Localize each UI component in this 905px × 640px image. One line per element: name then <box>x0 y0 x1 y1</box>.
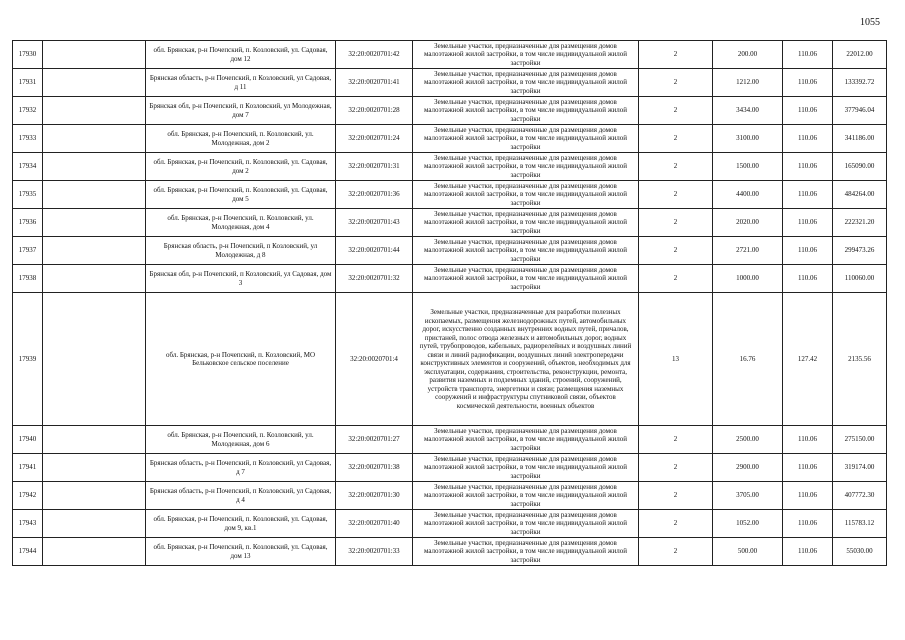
land-use-cell: Земельные участки, предназначенные для разработки полезных ископаемых, размещения железнодорожных путей, автомобильных дорог, искусственно созданных внутренних водных путей, причалов, пристаней, полос отвода железных и автомобильных дорог, водных путей, трубопроводов, кабельных, радиорелейных и воздушных линий связи и линий радиофикации, воздушных линий электропередачи конструктивных элементов и сооружений, объектов, необходимых для эксплуатации, содержания, строительства, реконструкции, ремонта, развития наземных и подземных зданий, строений, сооружений, устройств транспорта, энергетики и связи; размещения наземных сооружений и инфраструктуры спутниковой связи, объектов космической деятельности, военных объектов <box>413 293 639 426</box>
cadastral-value-cell: 165090.00 <box>833 153 887 181</box>
row-number: 17940 <box>13 426 43 454</box>
land-use-cell: Земельные участки, предназначенные для размещения домов малоэтажной жилой застройки, в том числе индивидуальной жилой застройки <box>413 153 639 181</box>
cadastral-value-cell: 341186.00 <box>833 125 887 153</box>
blank-cell <box>43 153 146 181</box>
cadastral-value-cell: 55030.00 <box>833 538 887 566</box>
category-cell: 2 <box>639 482 713 510</box>
rate-cell: 110.06 <box>783 538 833 566</box>
page-number: 1055 <box>860 17 880 28</box>
row-number: 17930 <box>13 41 43 69</box>
cadastral-value-cell: 115783.12 <box>833 510 887 538</box>
area-cell: 500.00 <box>713 538 783 566</box>
category-cell: 2 <box>639 265 713 293</box>
cadastral-value-cell: 222321.20 <box>833 209 887 237</box>
cadastral-value-cell: 484264.00 <box>833 181 887 209</box>
cadastral-number-cell: 32:20:0020701:30 <box>336 482 413 510</box>
rate-cell: 110.06 <box>783 153 833 181</box>
cadastral-number-cell: 32:20:0020701:43 <box>336 209 413 237</box>
cadastral-number-cell: 32:20:0020701:31 <box>336 153 413 181</box>
address-cell: обл. Брянская, р-н Почепский, п. Козловский, ул. Молодежная, дом 2 <box>146 125 336 153</box>
area-cell: 1500.00 <box>713 153 783 181</box>
blank-cell <box>43 125 146 153</box>
area-cell: 1212.00 <box>713 69 783 97</box>
row-number: 17941 <box>13 454 43 482</box>
cadastral-number-cell: 32:20:0020701:28 <box>336 97 413 125</box>
table-row <box>13 510 887 538</box>
address-cell: Брянская область, р-н Почепский, п Козловский, ул Садовая, д 4 <box>146 482 336 510</box>
cadastral-value-cell: 275150.00 <box>833 426 887 454</box>
cadastral-number-cell: 32:20:0020701:40 <box>336 510 413 538</box>
address-cell: обл. Брянская, р-н Почепский, п. Козловский, ул. Садовая, дом 2 <box>146 153 336 181</box>
category-cell: 13 <box>639 293 713 426</box>
address-cell: Брянская область, р-н Почепский, п Козловский, ул Молодежная, д 8 <box>146 237 336 265</box>
land-use-cell: Земельные участки, предназначенные для размещения домов малоэтажной жилой застройки, в том числе индивидуальной жилой застройки <box>413 125 639 153</box>
table-row <box>13 97 887 125</box>
row-number: 17944 <box>13 538 43 566</box>
table-row <box>13 538 887 566</box>
row-number: 17938 <box>13 265 43 293</box>
row-number: 17933 <box>13 125 43 153</box>
blank-cell <box>43 265 146 293</box>
area-cell: 3434.00 <box>713 97 783 125</box>
category-cell: 2 <box>639 41 713 69</box>
address-cell: обл. Брянская, р-н Почепский, п. Козловский, ул. Садовая, дом 12 <box>146 41 336 69</box>
row-number: 17942 <box>13 482 43 510</box>
blank-cell <box>43 181 146 209</box>
cadastral-number-cell: 32:20:0020701:33 <box>336 538 413 566</box>
cadastral-value-cell: 377946.04 <box>833 97 887 125</box>
address-cell: обл. Брянская, р-н Почепский, п. Козловский, ул. Садовая, дом 13 <box>146 538 336 566</box>
rate-cell: 110.06 <box>783 209 833 237</box>
address-cell: Брянская область, р-н Почепский, п Козловский, ул Садовая, д 11 <box>146 69 336 97</box>
blank-cell <box>43 41 146 69</box>
blank-cell <box>43 426 146 454</box>
area-cell: 2900.00 <box>713 454 783 482</box>
table-row <box>13 181 887 209</box>
land-use-cell: Земельные участки, предназначенные для размещения домов малоэтажной жилой застройки, в том числе индивидуальной жилой застройки <box>413 538 639 566</box>
rate-cell: 110.06 <box>783 426 833 454</box>
area-cell: 1000.00 <box>713 265 783 293</box>
address-cell: обл. Брянская, р-н Почепский, п. Козловский, ул. Садовая, дом 5 <box>146 181 336 209</box>
land-use-cell: Земельные участки, предназначенные для размещения домов малоэтажной жилой застройки, в том числе индивидуальной жилой застройки <box>413 237 639 265</box>
cadastral-number-cell: 32:20:0020701:24 <box>336 125 413 153</box>
table-row <box>13 153 887 181</box>
row-number: 17934 <box>13 153 43 181</box>
row-number: 17937 <box>13 237 43 265</box>
cadastral-value-cell: 319174.00 <box>833 454 887 482</box>
blank-cell <box>43 538 146 566</box>
area-cell: 200.00 <box>713 41 783 69</box>
cadastral-number-cell: 32:20:0020701:44 <box>336 237 413 265</box>
rate-cell: 110.06 <box>783 181 833 209</box>
rate-cell: 110.06 <box>783 265 833 293</box>
blank-cell <box>43 69 146 97</box>
land-use-cell: Земельные участки, предназначенные для размещения домов малоэтажной жилой застройки, в том числе индивидуальной жилой застройки <box>413 510 639 538</box>
category-cell: 2 <box>639 125 713 153</box>
cadastral-number-cell: 32:20:0020701:4 <box>336 293 413 426</box>
area-cell: 1052.00 <box>713 510 783 538</box>
area-cell: 4400.00 <box>713 181 783 209</box>
rate-cell: 110.06 <box>783 125 833 153</box>
cadastral-number-cell: 32:20:0020701:27 <box>336 426 413 454</box>
table-row <box>13 237 887 265</box>
address-cell: обл. Брянская, р-н Почепский, п. Козловский, МО Бельковское сельское поселение <box>146 293 336 426</box>
table-row <box>13 293 887 426</box>
land-use-cell: Земельные участки, предназначенные для размещения домов малоэтажной жилой застройки, в том числе индивидуальной жилой застройки <box>413 426 639 454</box>
row-number: 17936 <box>13 209 43 237</box>
table-row <box>13 125 887 153</box>
area-cell: 3705.00 <box>713 482 783 510</box>
area-cell: 2020.00 <box>713 209 783 237</box>
row-number: 17935 <box>13 181 43 209</box>
area-cell: 3100.00 <box>713 125 783 153</box>
cadastral-number-cell: 32:20:0020701:36 <box>336 181 413 209</box>
table-row <box>13 41 887 69</box>
table-row <box>13 209 887 237</box>
blank-cell <box>43 237 146 265</box>
table-row <box>13 454 887 482</box>
land-use-cell: Земельные участки, предназначенные для размещения домов малоэтажной жилой застройки, в том числе индивидуальной жилой застройки <box>413 181 639 209</box>
area-cell: 2721.00 <box>713 237 783 265</box>
address-cell: обл. Брянская, р-н Почепский, п. Козловский, ул. Молодежная, дом 6 <box>146 426 336 454</box>
address-cell: Брянская область, р-н Почепский, п Козловский, ул Садовая, д 7 <box>146 454 336 482</box>
cadastral-value-cell: 407772.30 <box>833 482 887 510</box>
category-cell: 2 <box>639 153 713 181</box>
cadastral-number-cell: 32:20:0020701:41 <box>336 69 413 97</box>
cadastral-value-cell: 133392.72 <box>833 69 887 97</box>
rate-cell: 110.06 <box>783 69 833 97</box>
category-cell: 2 <box>639 237 713 265</box>
category-cell: 2 <box>639 209 713 237</box>
address-cell: Брянская обл, р-н Почепский, п Козловский, ул Молодежная, дом 7 <box>146 97 336 125</box>
rate-cell: 110.06 <box>783 41 833 69</box>
address-cell: Брянская обл, р-н Почепский, п Козловский, ул Садовая, дом 3 <box>146 265 336 293</box>
row-number: 17932 <box>13 97 43 125</box>
table-body <box>13 41 887 566</box>
cadastral-value-cell: 299473.26 <box>833 237 887 265</box>
cadastral-number-cell: 32:20:0020701:32 <box>336 265 413 293</box>
rate-cell: 110.06 <box>783 97 833 125</box>
row-number: 17931 <box>13 69 43 97</box>
area-cell: 16.76 <box>713 293 783 426</box>
cadastral-value-cell: 22012.00 <box>833 41 887 69</box>
land-use-cell: Земельные участки, предназначенные для размещения домов малоэтажной жилой застройки, в том числе индивидуальной жилой застройки <box>413 482 639 510</box>
category-cell: 2 <box>639 538 713 566</box>
rate-cell: 110.06 <box>783 510 833 538</box>
category-cell: 2 <box>639 454 713 482</box>
address-cell: обл. Брянская, р-н Почепский, п. Козловский, ул. Садовая, дом 9, кв.1 <box>146 510 336 538</box>
category-cell: 2 <box>639 181 713 209</box>
land-use-cell: Земельные участки, предназначенные для размещения домов малоэтажной жилой застройки, в том числе индивидуальной жилой застройки <box>413 209 639 237</box>
table-row <box>13 482 887 510</box>
cadastral-value-cell: 2135.56 <box>833 293 887 426</box>
rate-cell: 110.06 <box>783 454 833 482</box>
land-use-cell: Земельные участки, предназначенные для размещения домов малоэтажной жилой застройки, в том числе индивидуальной жилой застройки <box>413 265 639 293</box>
cadastral-number-cell: 32:20:0020701:38 <box>336 454 413 482</box>
blank-cell <box>43 209 146 237</box>
land-registry-table <box>12 40 887 566</box>
land-use-cell: Земельные участки, предназначенные для размещения домов малоэтажной жилой застройки, в том числе индивидуальной жилой застройки <box>413 454 639 482</box>
land-use-cell: Земельные участки, предназначенные для размещения домов малоэтажной жилой застройки, в том числе индивидуальной жилой застройки <box>413 97 639 125</box>
category-cell: 2 <box>639 97 713 125</box>
blank-cell <box>43 454 146 482</box>
address-cell: обл. Брянская, р-н Почепский, п. Козловский, ул. Молодежная, дом 4 <box>146 209 336 237</box>
cadastral-value-cell: 110060.00 <box>833 265 887 293</box>
category-cell: 2 <box>639 510 713 538</box>
blank-cell <box>43 482 146 510</box>
rate-cell: 110.06 <box>783 482 833 510</box>
area-cell: 2500.00 <box>713 426 783 454</box>
table-row <box>13 426 887 454</box>
rate-cell: 127.42 <box>783 293 833 426</box>
land-use-cell: Земельные участки, предназначенные для размещения домов малоэтажной жилой застройки, в том числе индивидуальной жилой застройки <box>413 41 639 69</box>
category-cell: 2 <box>639 69 713 97</box>
table-row <box>13 265 887 293</box>
rate-cell: 110.06 <box>783 237 833 265</box>
land-use-cell: Земельные участки, предназначенные для размещения домов малоэтажной жилой застройки, в том числе индивидуальной жилой застройки <box>413 69 639 97</box>
blank-cell <box>43 97 146 125</box>
blank-cell <box>43 510 146 538</box>
row-number: 17943 <box>13 510 43 538</box>
row-number: 17939 <box>13 293 43 426</box>
category-cell: 2 <box>639 426 713 454</box>
cadastral-number-cell: 32:20:0020701:42 <box>336 41 413 69</box>
blank-cell <box>43 293 146 426</box>
table-row <box>13 69 887 97</box>
